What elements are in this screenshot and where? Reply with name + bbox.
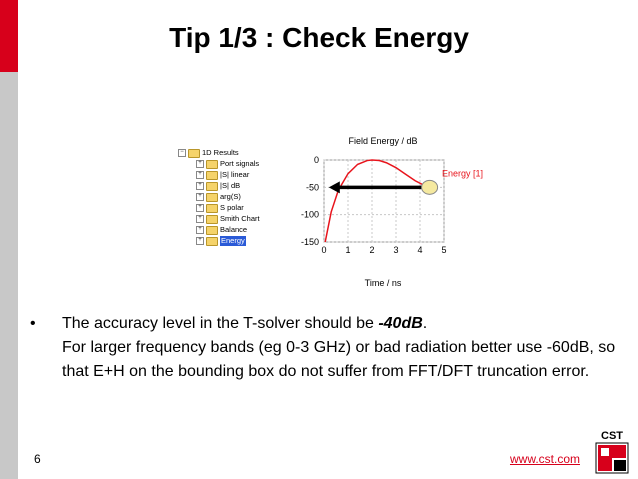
tree-root-label: 1D Results	[202, 147, 239, 157]
tree-item-label: |S| dB	[220, 180, 241, 190]
folder-icon	[206, 160, 218, 169]
folder-icon	[206, 215, 218, 224]
tree-item[interactable]	[196, 203, 244, 213]
x-tick-label: 3	[393, 245, 399, 255]
chart-x-label: Time / ns	[364, 278, 402, 288]
tree-item-label: S polar	[220, 202, 244, 212]
expand-icon[interactable]: +	[196, 215, 204, 223]
expand-icon[interactable]: +	[196, 226, 204, 234]
expand-icon[interactable]: +	[196, 171, 204, 179]
x-tick-label: 0	[321, 245, 327, 255]
bullet-text-post: .	[422, 315, 428, 332]
chart-title: Field Energy / dB	[348, 136, 418, 146]
y-tick-label: -100	[300, 209, 319, 220]
collapse-icon[interactable]: −	[178, 149, 186, 157]
expand-icon[interactable]: +	[196, 204, 204, 212]
bullet-emphasis: -40dB	[378, 315, 423, 332]
tree-item[interactable]	[196, 192, 241, 202]
tree-item-label: Balance	[220, 224, 248, 234]
folder-icon	[206, 204, 218, 213]
tree-item-label: Port signals	[220, 158, 260, 168]
expand-icon[interactable]: +	[196, 237, 204, 245]
tree-item-label: |S| linear	[220, 169, 250, 179]
page-number: 6	[34, 452, 41, 466]
end-marker	[422, 180, 438, 194]
folder-icon	[206, 237, 218, 246]
tree-item[interactable]	[196, 225, 247, 235]
results-tree	[178, 148, 270, 250]
x-tick-label: 2	[369, 245, 375, 255]
tree-item-label: Smith Chart	[220, 213, 260, 223]
field-energy-chart	[292, 130, 522, 292]
tree-item[interactable]	[196, 214, 260, 224]
tree-item[interactable]	[196, 159, 259, 169]
expand-icon[interactable]: +	[196, 160, 204, 168]
tree-item-label: Energy	[221, 235, 245, 245]
folder-icon	[206, 226, 218, 235]
y-tick-label: -50	[305, 182, 319, 193]
tree-item[interactable]	[196, 170, 249, 180]
bullet-line-2: For larger frequency bands (eg 0-3 GHz) or bad radiation better use -60dB, so that E+H on the bounding box do not suffer from FFT/DFT truncation error.	[62, 339, 616, 380]
bullet-dot: •	[30, 315, 36, 332]
logo-text: CST	[601, 430, 623, 442]
cst-logo	[592, 428, 632, 476]
folder-icon	[206, 193, 218, 202]
legend-entry: Energy [1]	[442, 168, 484, 179]
slide-title: Tip 1/3 : Check Energy	[169, 22, 469, 53]
bullet-text-pre: The accuracy level in the T-solver should be	[62, 315, 379, 332]
bullet-list	[30, 312, 620, 384]
tree-item-label: arg(S)	[220, 191, 241, 201]
expand-icon[interactable]: +	[196, 193, 204, 201]
folder-icon	[188, 149, 200, 158]
bullet-text	[62, 312, 620, 384]
tree-item-selected[interactable]	[196, 236, 246, 246]
tree-root[interactable]	[178, 148, 239, 158]
y-tick-label: 0	[313, 155, 319, 165]
x-tick-label: 5	[441, 245, 447, 255]
expand-icon[interactable]: +	[196, 182, 204, 190]
left-accent-bar	[0, 0, 18, 479]
folder-icon	[206, 171, 218, 180]
folder-icon	[206, 182, 218, 191]
plot-area	[324, 160, 444, 242]
x-tick-label: 1	[345, 245, 351, 255]
y-tick-label: -150	[300, 237, 319, 247]
footer-link[interactable]: www.cst.com	[509, 452, 580, 466]
x-tick-label: 4	[417, 245, 423, 255]
tree-item[interactable]	[196, 181, 240, 191]
